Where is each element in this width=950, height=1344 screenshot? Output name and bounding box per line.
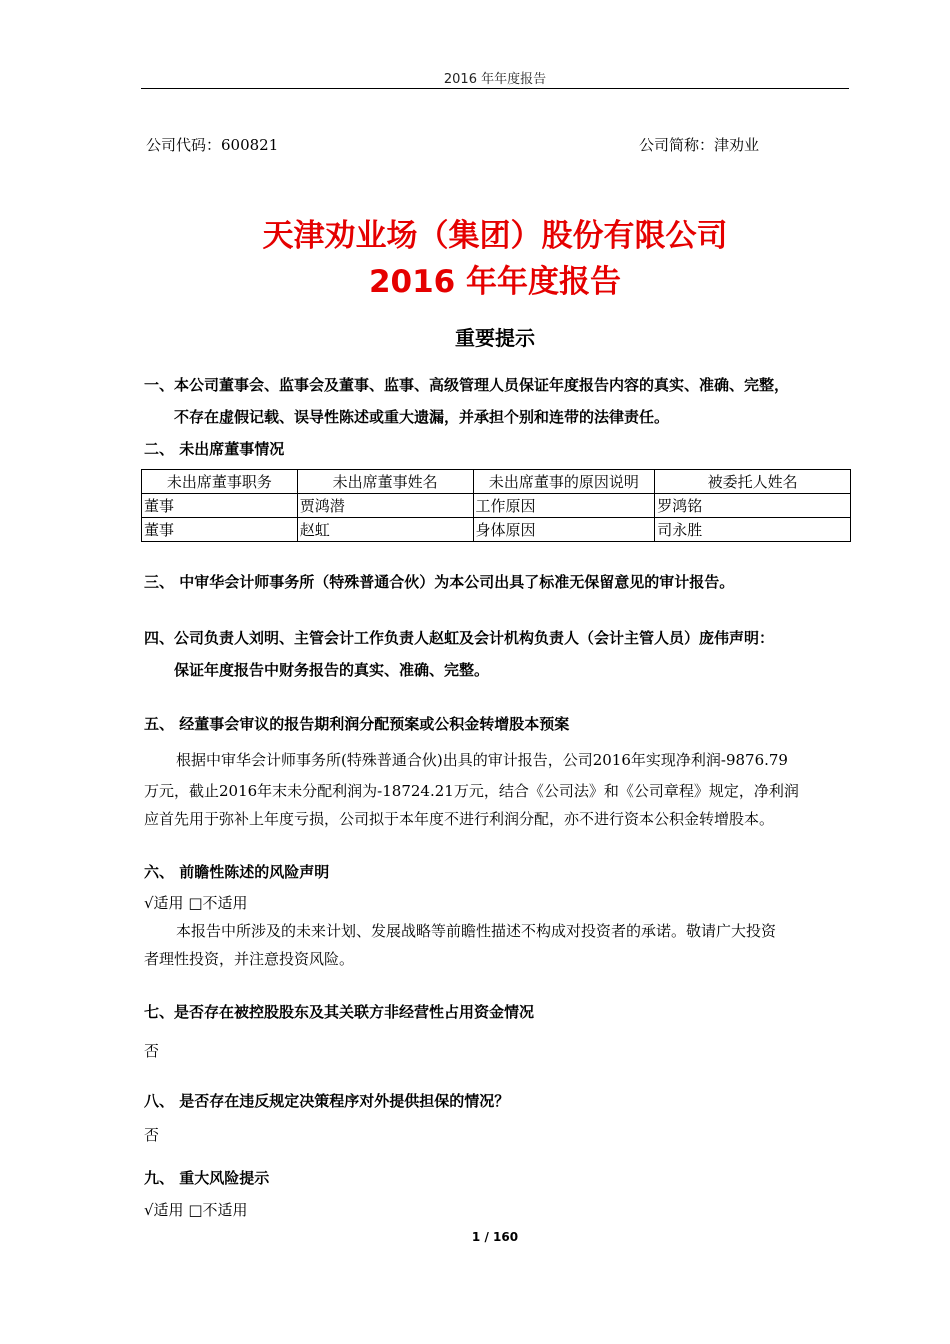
page-number: 1 / 160: [471, 1230, 519, 1244]
section-5-text-line1: 根据中审华会计师事务所(特殊普通合伙)出具的审计报告，公司2016年实现净利润-9876.79: [176, 751, 788, 769]
absent-directors-table: [141, 469, 851, 542]
table-cell: 贾鸿潜: [297, 494, 473, 518]
company-short-name: 公司简称：津劝业: [639, 136, 760, 154]
section-8-answer: 否: [144, 1126, 160, 1144]
table-header-cell: 被委托人姓名: [655, 470, 851, 494]
running-header: 2016 年年度报告: [443, 72, 547, 87]
table-header-cell: 未出席董事职务: [142, 470, 298, 494]
section-5-text-line3: 应首先用于弥补上年度亏损，公司拟于本年度不进行利润分配，亦不进行资本公积金转增股本。: [144, 810, 775, 828]
section-1-heading-line1: 一、本公司董事会、监事会及董事、监事、高级管理人员保证年度报告内容的真实、准确、完整，: [144, 376, 790, 394]
table-cell: 赵虹: [297, 518, 473, 542]
report-title-company: 天津劝业场（集团）股份有限公司: [262, 218, 728, 254]
section-4-heading-line2: 保证年度报告中财务报告的真实、准确、完整。: [174, 661, 490, 679]
table-cell: 董事: [142, 518, 298, 542]
section-8-heading: 八、 是否存在违反规定决策程序对外提供担保的情况？: [144, 1092, 510, 1110]
section-6-text-line1: 本报告中所涉及的未来计划、发展战略等前瞻性描述不构成对投资者的承诺。敬请广大投资: [176, 922, 777, 940]
section-9-heading: 九、 重大风险提示: [144, 1169, 270, 1187]
table-header-cell: 未出席董事的原因说明: [473, 470, 655, 494]
section-3-heading: 三、 中审华会计师事务所（特殊普通合伙）为本公司出具了标准无保留意见的审计报告。: [144, 573, 735, 591]
table-cell: 罗鸿铭: [655, 494, 851, 518]
section-5-text-line2: 万元，截止2016年末未分配利润为-18724.21万元，结合《公司法》和《公司章程》规定，净利润: [144, 782, 799, 800]
header-rule: [141, 88, 849, 89]
table-row: [142, 518, 851, 542]
table-header-cell: 未出席董事姓名: [297, 470, 473, 494]
section-2-heading: 二、 未出席董事情况: [144, 440, 285, 458]
table-cell: 司永胜: [655, 518, 851, 542]
section-6-heading: 六、 前瞻性陈述的风险声明: [144, 863, 330, 881]
table-cell: 身体原因: [473, 518, 655, 542]
table-row: [142, 494, 851, 518]
important-notice-heading: 重要提示: [455, 326, 535, 350]
report-title-year: 2016 年年度报告: [368, 264, 622, 300]
section-7-answer: 否: [144, 1042, 160, 1060]
section-5-heading: 五、 经董事会审议的报告期利润分配预案或公积金转增股本预案: [144, 715, 570, 733]
section-6-applicable: √适用 □不适用: [144, 894, 248, 912]
company-code: 公司代码：600821: [146, 136, 279, 154]
table-cell: 工作原因: [473, 494, 655, 518]
section-1-heading-line2: 不存在虚假记载、误导性陈述或重大遗漏，并承担个别和连带的法律责任。: [174, 408, 670, 426]
section-9-applicable: √适用 □不适用: [144, 1201, 248, 1219]
table-cell: 董事: [142, 494, 298, 518]
section-7-heading: 七、是否存在被控股股东及其关联方非经营性占用资金情况: [144, 1003, 535, 1021]
table-header-row: [142, 470, 851, 494]
section-6-text-line2: 者理性投资，并注意投资风险。: [144, 950, 355, 968]
section-4-heading-line1: 四、公司负责人刘明、主管会计工作负责人赵虹及会计机构负责人（会计主管人员）庞伟声明：: [144, 629, 775, 647]
